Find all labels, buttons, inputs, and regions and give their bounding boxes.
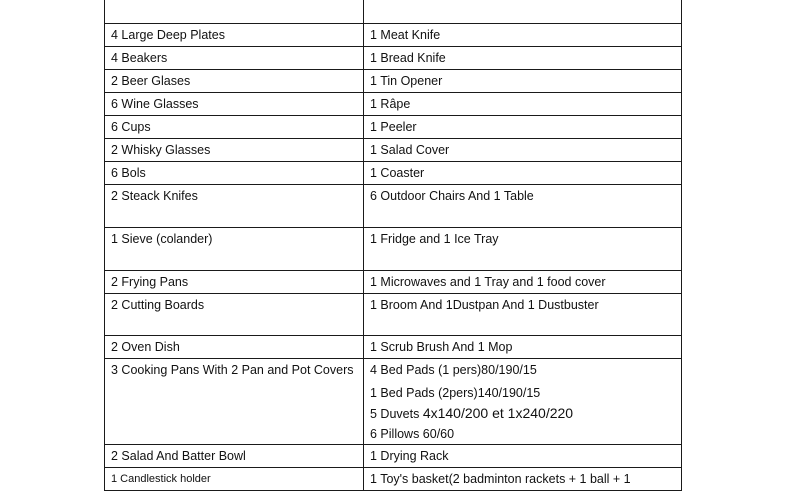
table-cell-right xyxy=(364,359,682,445)
table-cell-left: 2 Beer Glases xyxy=(105,70,364,93)
table-row xyxy=(105,468,682,491)
table-cell-right: 1 Peeler xyxy=(364,116,682,139)
table-cell-right: 1 Meat Knife xyxy=(364,24,682,47)
table-cell-right: 6 Outdoor Chairs And 1 Table xyxy=(364,185,682,228)
cell-line xyxy=(370,403,675,424)
table-row xyxy=(105,24,682,47)
table-cell-left xyxy=(105,0,364,24)
table-cell-right: 1 Toy's basket(2 badminton rackets + 1 ball + 1 xyxy=(364,468,682,491)
table-row xyxy=(105,139,682,162)
table-cell-left: 1 Sieve (colander) xyxy=(105,228,364,271)
table-cell-left: 3 Cooking Pans With 2 Pan and Pot Covers xyxy=(105,359,364,445)
table-cell-right: 1 Tin Opener xyxy=(364,70,682,93)
table-row xyxy=(105,185,682,228)
table-row xyxy=(105,271,682,294)
table-cell-right: 1 Drying Rack xyxy=(364,445,682,468)
table-cell-left: 6 Bols xyxy=(105,162,364,185)
table-cell-right xyxy=(364,0,682,24)
table-row xyxy=(105,47,682,70)
cell-line-part: 4x140/200 et 1x240/220 xyxy=(422,405,574,421)
table-cell-left: 2 Steack Knifes xyxy=(105,185,364,228)
cell-line-part: 5 Duvets xyxy=(370,407,420,421)
table-cell-left: 4 Large Deep Plates xyxy=(105,24,364,47)
table-cell-left: 2 Whisky Glasses xyxy=(105,139,364,162)
table-row xyxy=(105,228,682,271)
table-cell-right: 1 Scrub Brush And 1 Mop xyxy=(364,336,682,359)
table-row xyxy=(105,445,682,468)
table-cell-left: 2 Cutting Boards xyxy=(105,294,364,336)
table-cell-right: 1 Fridge and 1 Ice Tray xyxy=(364,228,682,271)
table-row xyxy=(105,116,682,139)
table-cell-right: 1 Coaster xyxy=(364,162,682,185)
table-row xyxy=(105,294,682,336)
table-cell-right: 1 Microwaves and 1 Tray and 1 food cover xyxy=(364,271,682,294)
table-cell-right: 1 Salad Cover xyxy=(364,139,682,162)
table-cell-left: 6 Cups xyxy=(105,116,364,139)
cell-line: 4 Bed Pads (1 pers)80/190/15 xyxy=(370,363,537,377)
table-cell-left: 4 Beakers xyxy=(105,47,364,70)
table-cell-left: 2 Oven Dish xyxy=(105,336,364,359)
cell-line: 6 Pillows 60/60 xyxy=(370,427,455,441)
table-row xyxy=(105,162,682,185)
table-row xyxy=(105,359,682,445)
table-cell-left: 1 Candlestick holder xyxy=(105,468,364,491)
table-cell-right: 1 Bread Knife xyxy=(364,47,682,70)
cell-line: 1 Bed Pads (2pers)140/190/15 xyxy=(370,386,541,400)
inventory-table xyxy=(104,0,682,491)
table-cell-right: 1 Râpe xyxy=(364,93,682,116)
table-cell-left: 2 Salad And Batter Bowl xyxy=(105,445,364,468)
table-row xyxy=(105,93,682,116)
table-row xyxy=(105,336,682,359)
table-row xyxy=(105,70,682,93)
table-cell-left: 2 Frying Pans xyxy=(105,271,364,294)
table-row xyxy=(105,0,682,24)
table-cell-right: 1 Broom And 1Dustpan And 1 Dustbuster xyxy=(364,294,682,336)
table-cell-left: 6 Wine Glasses xyxy=(105,93,364,116)
